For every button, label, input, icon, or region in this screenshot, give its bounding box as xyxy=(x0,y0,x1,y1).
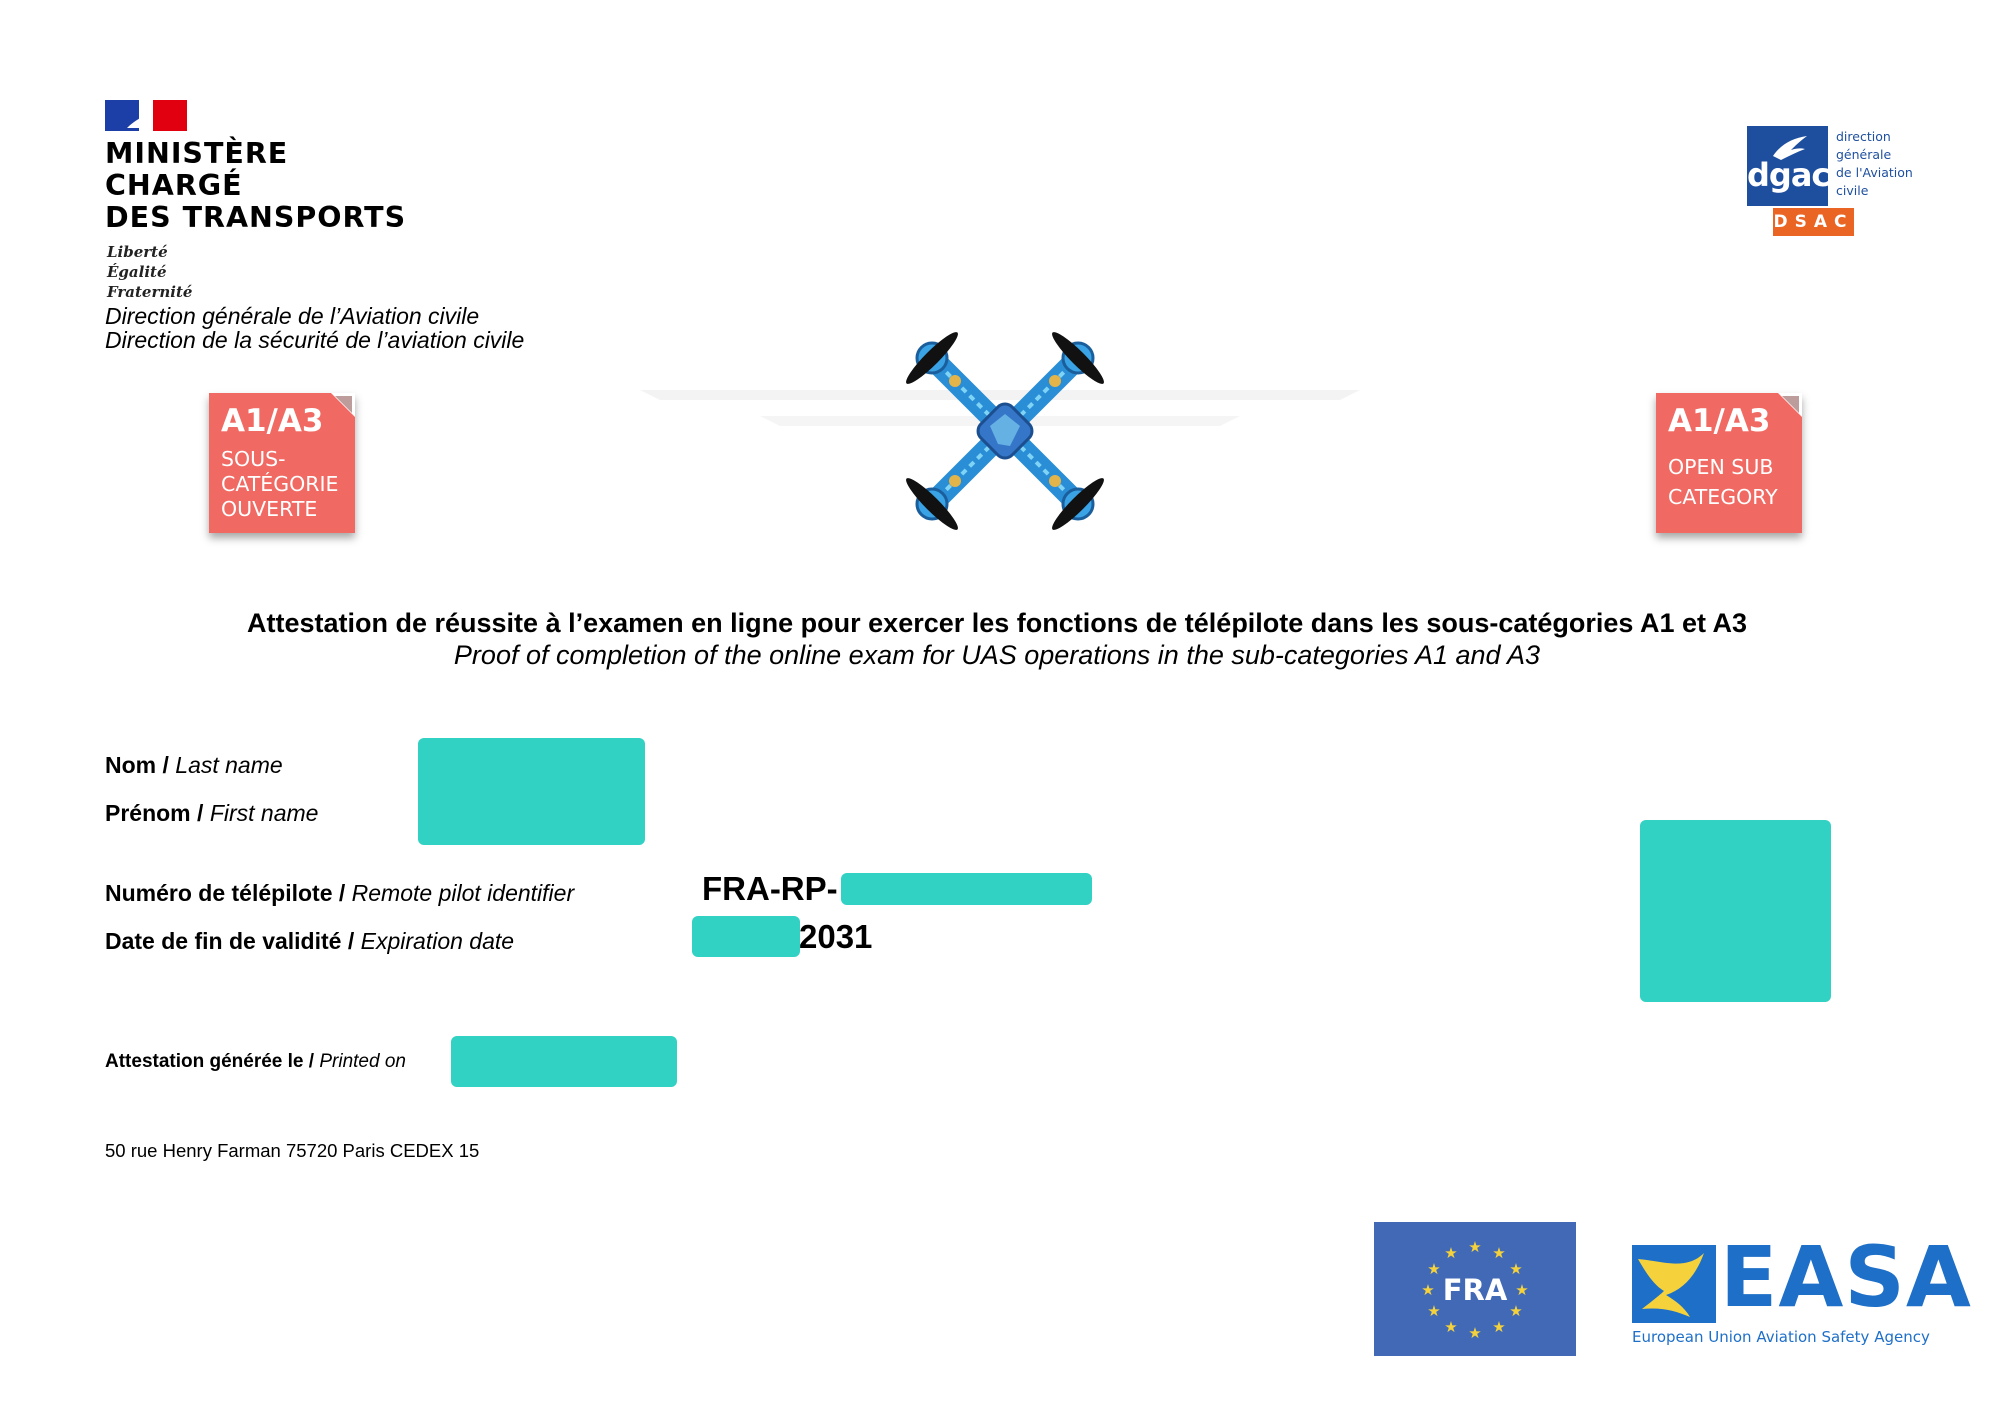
direction-dgac: Direction générale de l’Aviation civile xyxy=(105,303,480,329)
label-fr: Nom / xyxy=(105,752,176,778)
ministry-name-line-2: CHARGÉ xyxy=(105,169,243,202)
svg-text:★: ★ xyxy=(1492,1244,1506,1262)
badge-a1a3-en xyxy=(1656,393,1802,533)
label-fr: Numéro de télépilote / xyxy=(105,880,352,906)
svg-text:★: ★ xyxy=(1427,1302,1441,1320)
pilot-id-prefix: FRA-RP- xyxy=(702,870,838,907)
label-en: Expiration date xyxy=(360,928,515,954)
dgac-side-line-3: de l'Aviation xyxy=(1836,165,1913,180)
expiration-label xyxy=(105,928,514,955)
dsac-label: DSAC xyxy=(1773,208,1854,236)
dgac-logo xyxy=(1747,126,1828,206)
badge-line-3: OUVERTE xyxy=(221,497,318,521)
svg-text:★: ★ xyxy=(1468,1324,1482,1342)
easa-bird-icon xyxy=(1632,1245,1716,1323)
fra-label: FRA xyxy=(1442,1273,1508,1307)
ministry-name-line-1: MINISTÈRE xyxy=(105,137,289,170)
svg-text:★: ★ xyxy=(1492,1318,1506,1336)
badge-corner-shade xyxy=(1782,396,1799,413)
badge-line-2: CATÉGORIE xyxy=(221,472,339,496)
last-name-label xyxy=(105,752,283,779)
french-flag-icon xyxy=(105,100,187,131)
printed-on-label xyxy=(105,1051,406,1073)
label-fr: Prénom / xyxy=(105,800,210,826)
dgac-side-line-1: direction xyxy=(1836,129,1891,144)
badge-a1a3-fr xyxy=(209,393,355,533)
direction-dsac: Direction de la sécurité de l’aviation civile xyxy=(105,327,525,353)
svg-text:★: ★ xyxy=(1509,1260,1523,1278)
document-title-fr: Attestation de réussite à l’examen en ligne pour exercer les fonctions de télépilote dans les sous-catégories A1 et A3 xyxy=(247,608,1747,638)
expiration-year: 2031 xyxy=(799,918,873,955)
dgac-side-line-2: générale xyxy=(1836,147,1892,162)
badge-corner-shade xyxy=(335,396,352,413)
easa-wordmark: EASA xyxy=(1720,1228,1972,1326)
fra-eu-logo xyxy=(1374,1222,1576,1356)
document-title-en: Proof of completion of the online exam for UAS operations in the sub-categories A1 and A3 xyxy=(453,640,1541,670)
badge-line-1: SOUS- xyxy=(221,447,286,471)
address: 50 rue Henry Farman 75720 Paris CEDEX 15 xyxy=(105,1140,480,1161)
photo-redaction xyxy=(1640,820,1831,1002)
drone-icon xyxy=(880,306,1130,556)
expiration-redaction xyxy=(692,916,800,957)
svg-text:★: ★ xyxy=(1515,1281,1529,1299)
motto-fraternite: Fraternité xyxy=(107,283,193,301)
ministry-name-line-3: DES TRANSPORTS xyxy=(105,201,407,234)
svg-text:★: ★ xyxy=(1468,1238,1482,1256)
badge-title: A1/A3 xyxy=(1668,403,1771,439)
pilot-id-label xyxy=(105,880,574,907)
dgac-side-line-4: civile xyxy=(1836,183,1869,198)
svg-text:★: ★ xyxy=(1421,1281,1435,1299)
pilot-id-redaction xyxy=(841,873,1092,905)
motto-liberte: Liberté xyxy=(107,243,168,261)
easa-subtitle: European Union Aviation Safety Agency xyxy=(1632,1328,1930,1346)
dgac-wordmark: dgac xyxy=(1747,156,1830,194)
label-fr: Date de fin de validité / xyxy=(105,928,361,954)
name-redaction xyxy=(418,738,645,845)
svg-text:★: ★ xyxy=(1444,1318,1458,1336)
label-fr: Attestation générée le / xyxy=(105,1051,320,1072)
motto-egalite: Égalité xyxy=(107,263,167,281)
label-en: First name xyxy=(209,800,319,826)
svg-text:★: ★ xyxy=(1509,1302,1523,1320)
svg-text:★: ★ xyxy=(1444,1244,1458,1262)
printed-on-redaction xyxy=(451,1036,677,1087)
label-en: Remote pilot identifier xyxy=(351,880,575,906)
first-name-label xyxy=(105,800,318,827)
svg-text:★: ★ xyxy=(1427,1260,1441,1278)
badge-line-2: CATEGORY xyxy=(1668,485,1778,509)
badge-line-1: OPEN SUB xyxy=(1668,455,1774,479)
label-en: Last name xyxy=(175,752,283,778)
label-en: Printed on xyxy=(319,1051,406,1072)
badge-title: A1/A3 xyxy=(221,403,324,439)
